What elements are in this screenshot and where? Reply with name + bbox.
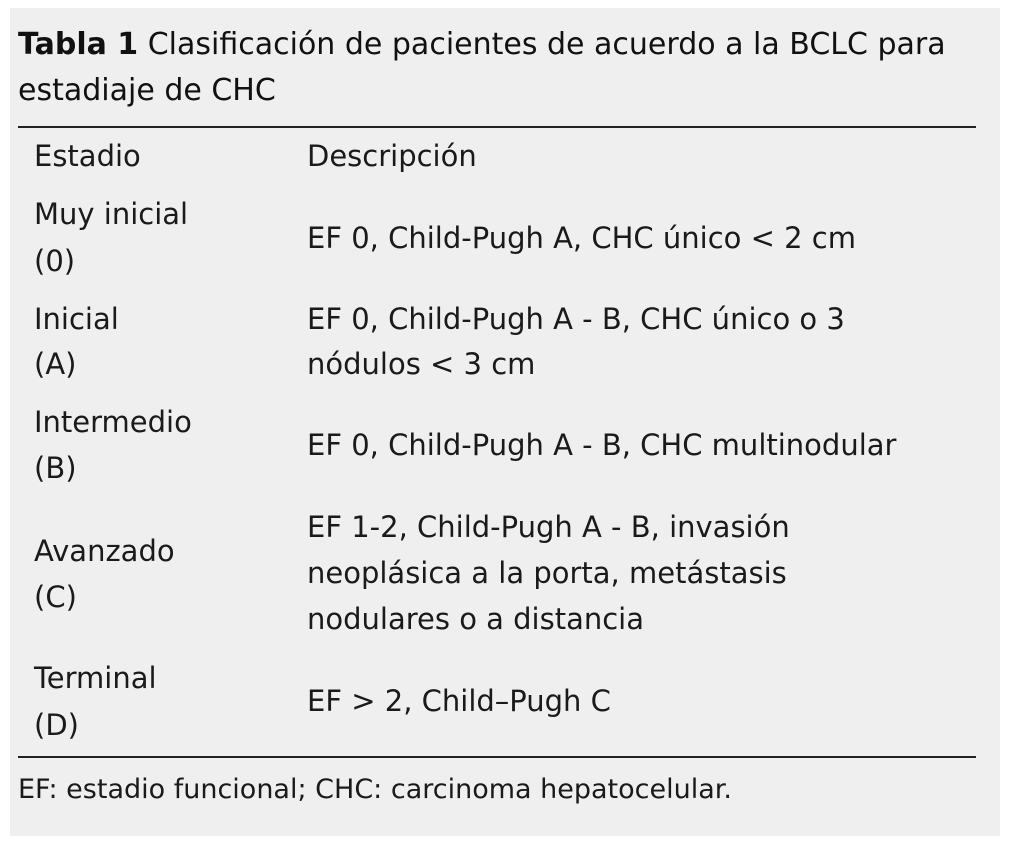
row-3-stage-name: Avanzado: [34, 534, 175, 568]
row-3-description-line-1: EF 1-2, Child-Pugh A - B, invasión: [307, 510, 790, 544]
row-3-description-line-3: nodulares o a distancia: [307, 602, 645, 636]
row-1-description-line-2: nódulos < 3 cm: [307, 347, 536, 381]
table-bottom-rule: [18, 756, 976, 758]
row-2-stage-code: (B): [34, 451, 77, 485]
row-4-description-line-1: EF > 2, Child–Pugh C: [307, 684, 611, 718]
row-0-description-line-1: EF 0, Child-Pugh A, CHC único < 2 cm: [307, 221, 856, 255]
table-caption: [18, 22, 978, 114]
row-2-stage-name: Intermedio: [34, 405, 192, 439]
header-stage: Estadio: [34, 139, 141, 173]
table-top-rule: [18, 126, 976, 128]
row-4-stage-name: Terminal: [34, 661, 157, 695]
row-0-stage-name: Muy inicial: [34, 197, 189, 231]
row-3-stage-code: (C): [34, 580, 77, 614]
row-1-description-line-1: EF 0, Child-Pugh A - B, CHC único o 3: [307, 302, 845, 336]
row-4-stage-code: (D): [34, 708, 79, 742]
table-label: Tabla 1: [18, 27, 139, 62]
row-1-stage-name: Inicial: [34, 302, 119, 336]
row-1-stage-code: (A): [34, 347, 77, 381]
table-title: Clasificación de pacientes de acuerdo a la BCLC para estadiaje de CHC: [18, 27, 946, 108]
row-0-stage-code: (0): [34, 244, 76, 278]
row-3-description-line-2: neoplásica a la porta, metástasis: [307, 556, 787, 590]
header-description: Descripción: [307, 139, 477, 173]
table-footnote: EF: estadio funcional; CHC: carcinoma hepatocelular.: [18, 774, 732, 805]
row-2-description-line-1: EF 0, Child-Pugh A - B, CHC multinodular: [307, 428, 897, 462]
